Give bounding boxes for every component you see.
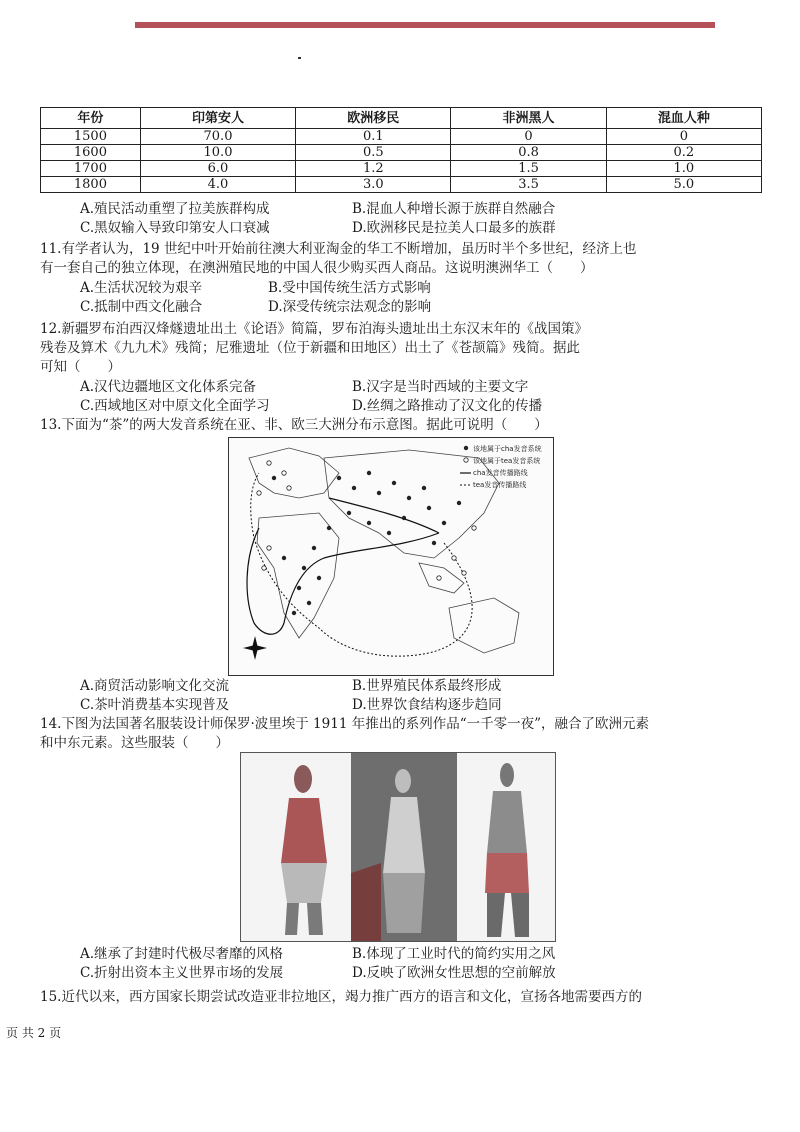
table-header: 印第安人 <box>140 108 295 129</box>
tea-dots <box>257 461 476 580</box>
australia-outline <box>449 598 519 653</box>
table-header-row <box>41 108 762 129</box>
q15-stem-line1: 15.近代以来，西方国家长期尝试改造亚非拉地区，竭力推广西方的语言和文化，宣扬各地需要西方的 <box>40 989 642 1005</box>
table-header: 年份 <box>41 108 141 129</box>
cha-route-line <box>247 528 439 634</box>
q12-stem-line1: 12.新疆罗布泊西汉烽燧遗址出土《论语》简篇，罗布泊海头遗址出土东汉末年的《战国策》 <box>40 321 588 337</box>
table-cell: 3.0 <box>296 177 451 193</box>
q14-option-d: D.反映了欧洲女性思想的空前解放 <box>352 965 556 981</box>
q12-stem-line2: 残卷及算术《九九术》残简；尼雅遗址（位于新疆和田地区）出土了《苍颉篇》残简。据此 <box>40 340 580 356</box>
map-legend <box>460 444 542 489</box>
compass-icon <box>243 636 267 660</box>
q10-option-d: D.欧洲移民是拉美人口最多的族群 <box>352 220 556 236</box>
top-red-bar <box>135 22 715 28</box>
q14-stem-line1: 14.下图为法国著名服装设计师保罗·波里埃于 1911 年推出的系列作品“一千零一夜”，融合了欧洲元素 <box>40 716 650 732</box>
table-cell: 10.0 <box>140 145 295 161</box>
q14-option-a: A.继承了封建时代极尽奢靡的风格 <box>80 946 284 962</box>
table-row <box>41 161 762 177</box>
table-cell: 1500 <box>41 129 141 145</box>
table-row <box>41 145 762 161</box>
map-graphic <box>229 438 553 675</box>
table-cell: 1800 <box>41 177 141 193</box>
table-cell: 0 <box>606 129 761 145</box>
cha-dots <box>272 471 461 615</box>
population-table <box>40 107 762 193</box>
q14-option-c: C.折射出资本主义世界市场的发展 <box>80 965 284 981</box>
table-cell: 4.0 <box>140 177 295 193</box>
q13-option-c: C.茶叶消费基本实现普及 <box>80 697 230 713</box>
q11-stem-line1: 11.有学者认为，19 世纪中叶开始前往澳大利亚淘金的华工不断增加，虽历时半个多世纪，经济上也 <box>40 241 637 257</box>
q12-option-a: A.汉代边疆地区文化体系完备 <box>80 379 257 395</box>
q12-option-b: B.汉字是当时西域的主要文字 <box>352 379 529 395</box>
legend-cha-line: cha发音传播路线 <box>473 469 528 477</box>
table-cell: 1.0 <box>606 161 761 177</box>
legend-cha-dot-icon <box>464 446 468 450</box>
q12-stem-line3: 可知（ ） <box>40 359 121 375</box>
legend-tea-dot: 该地属于tea发音系统 <box>473 457 541 465</box>
table-cell: 1600 <box>41 145 141 161</box>
table-cell: 1.5 <box>451 161 606 177</box>
q14-option-b: B.体现了工业时代的简约实用之风 <box>352 946 556 962</box>
table-row <box>41 129 762 145</box>
table-cell: 0 <box>451 129 606 145</box>
q11-option-a: A.生活状况较为艰辛 <box>80 280 203 296</box>
q13-option-a: A.商贸活动影响文化交流 <box>80 678 230 694</box>
q12-option-d: D.丝绸之路推动了汉文化的传播 <box>352 398 543 414</box>
africa-outline <box>257 513 339 638</box>
q13-option-d: D.世界饮食结构逐步趋同 <box>352 697 502 713</box>
tea-pronunciation-map <box>228 437 554 676</box>
q12-option-c: C.西域地区对中原文化全面学习 <box>80 398 270 414</box>
legend-cha-dot: 该地属于cha发音系统 <box>473 445 542 453</box>
tea-route-line <box>251 473 472 656</box>
table-cell: 3.5 <box>451 177 606 193</box>
costume-figure-3 <box>457 753 555 941</box>
costume-photo-3 <box>457 753 555 941</box>
table-cell: 0.1 <box>296 129 451 145</box>
table-header: 非洲黑人 <box>451 108 606 129</box>
costume-photo-2 <box>351 753 457 941</box>
q10-option-b: B.混血人种增长源于族群自然融合 <box>352 201 556 217</box>
table-cell: 6.0 <box>140 161 295 177</box>
costume-photo-1 <box>241 753 351 941</box>
table-cell: 1700 <box>41 161 141 177</box>
table-cell: 0.5 <box>296 145 451 161</box>
q14-stem-line2: 和中东元素。这些服装（ ） <box>40 735 229 751</box>
table-cell: 0.2 <box>606 145 761 161</box>
table-cell: 1.2 <box>296 161 451 177</box>
legend-tea-line: tea发音传播路线 <box>473 481 527 489</box>
legend-tea-dot-icon <box>464 458 468 462</box>
table-row <box>41 177 762 193</box>
q11-option-c: C.抵制中西文化融合 <box>80 299 203 315</box>
q13-option-b: B.世界殖民体系最终形成 <box>352 678 502 694</box>
q10-option-a: A.殖民活动重塑了拉美族群构成 <box>80 201 270 217</box>
table-cell: 70.0 <box>140 129 295 145</box>
table-cell: 0.8 <box>451 145 606 161</box>
q11-option-b: B.受中国传统生活方式影响 <box>268 280 431 296</box>
costume-figure-1 <box>241 753 351 941</box>
q11-stem-line2: 有一套自己的独立体现，在澳洲殖民地的中国人很少购买西人商品。这说明澳洲华工（ ） <box>40 260 594 276</box>
table-header: 欧洲移民 <box>296 108 451 129</box>
cha-route-line <box>329 498 439 533</box>
costume-photos <box>240 752 556 942</box>
table-header: 混血人种 <box>606 108 761 129</box>
q13-stem: 13.下面为“茶”的两大发音系统在亚、非、欧三大洲分布示意图。据此可说明（ ） <box>40 417 548 433</box>
q10-option-c: C.黑奴输入导致印第安人口衰减 <box>80 220 270 236</box>
q11-option-d: D.深受传统宗法观念的影响 <box>268 299 432 315</box>
page-mark <box>298 57 301 59</box>
page-footer: 页 共 2 页 <box>6 1026 62 1040</box>
table-cell: 5.0 <box>606 177 761 193</box>
costume-figure-2 <box>351 753 457 941</box>
